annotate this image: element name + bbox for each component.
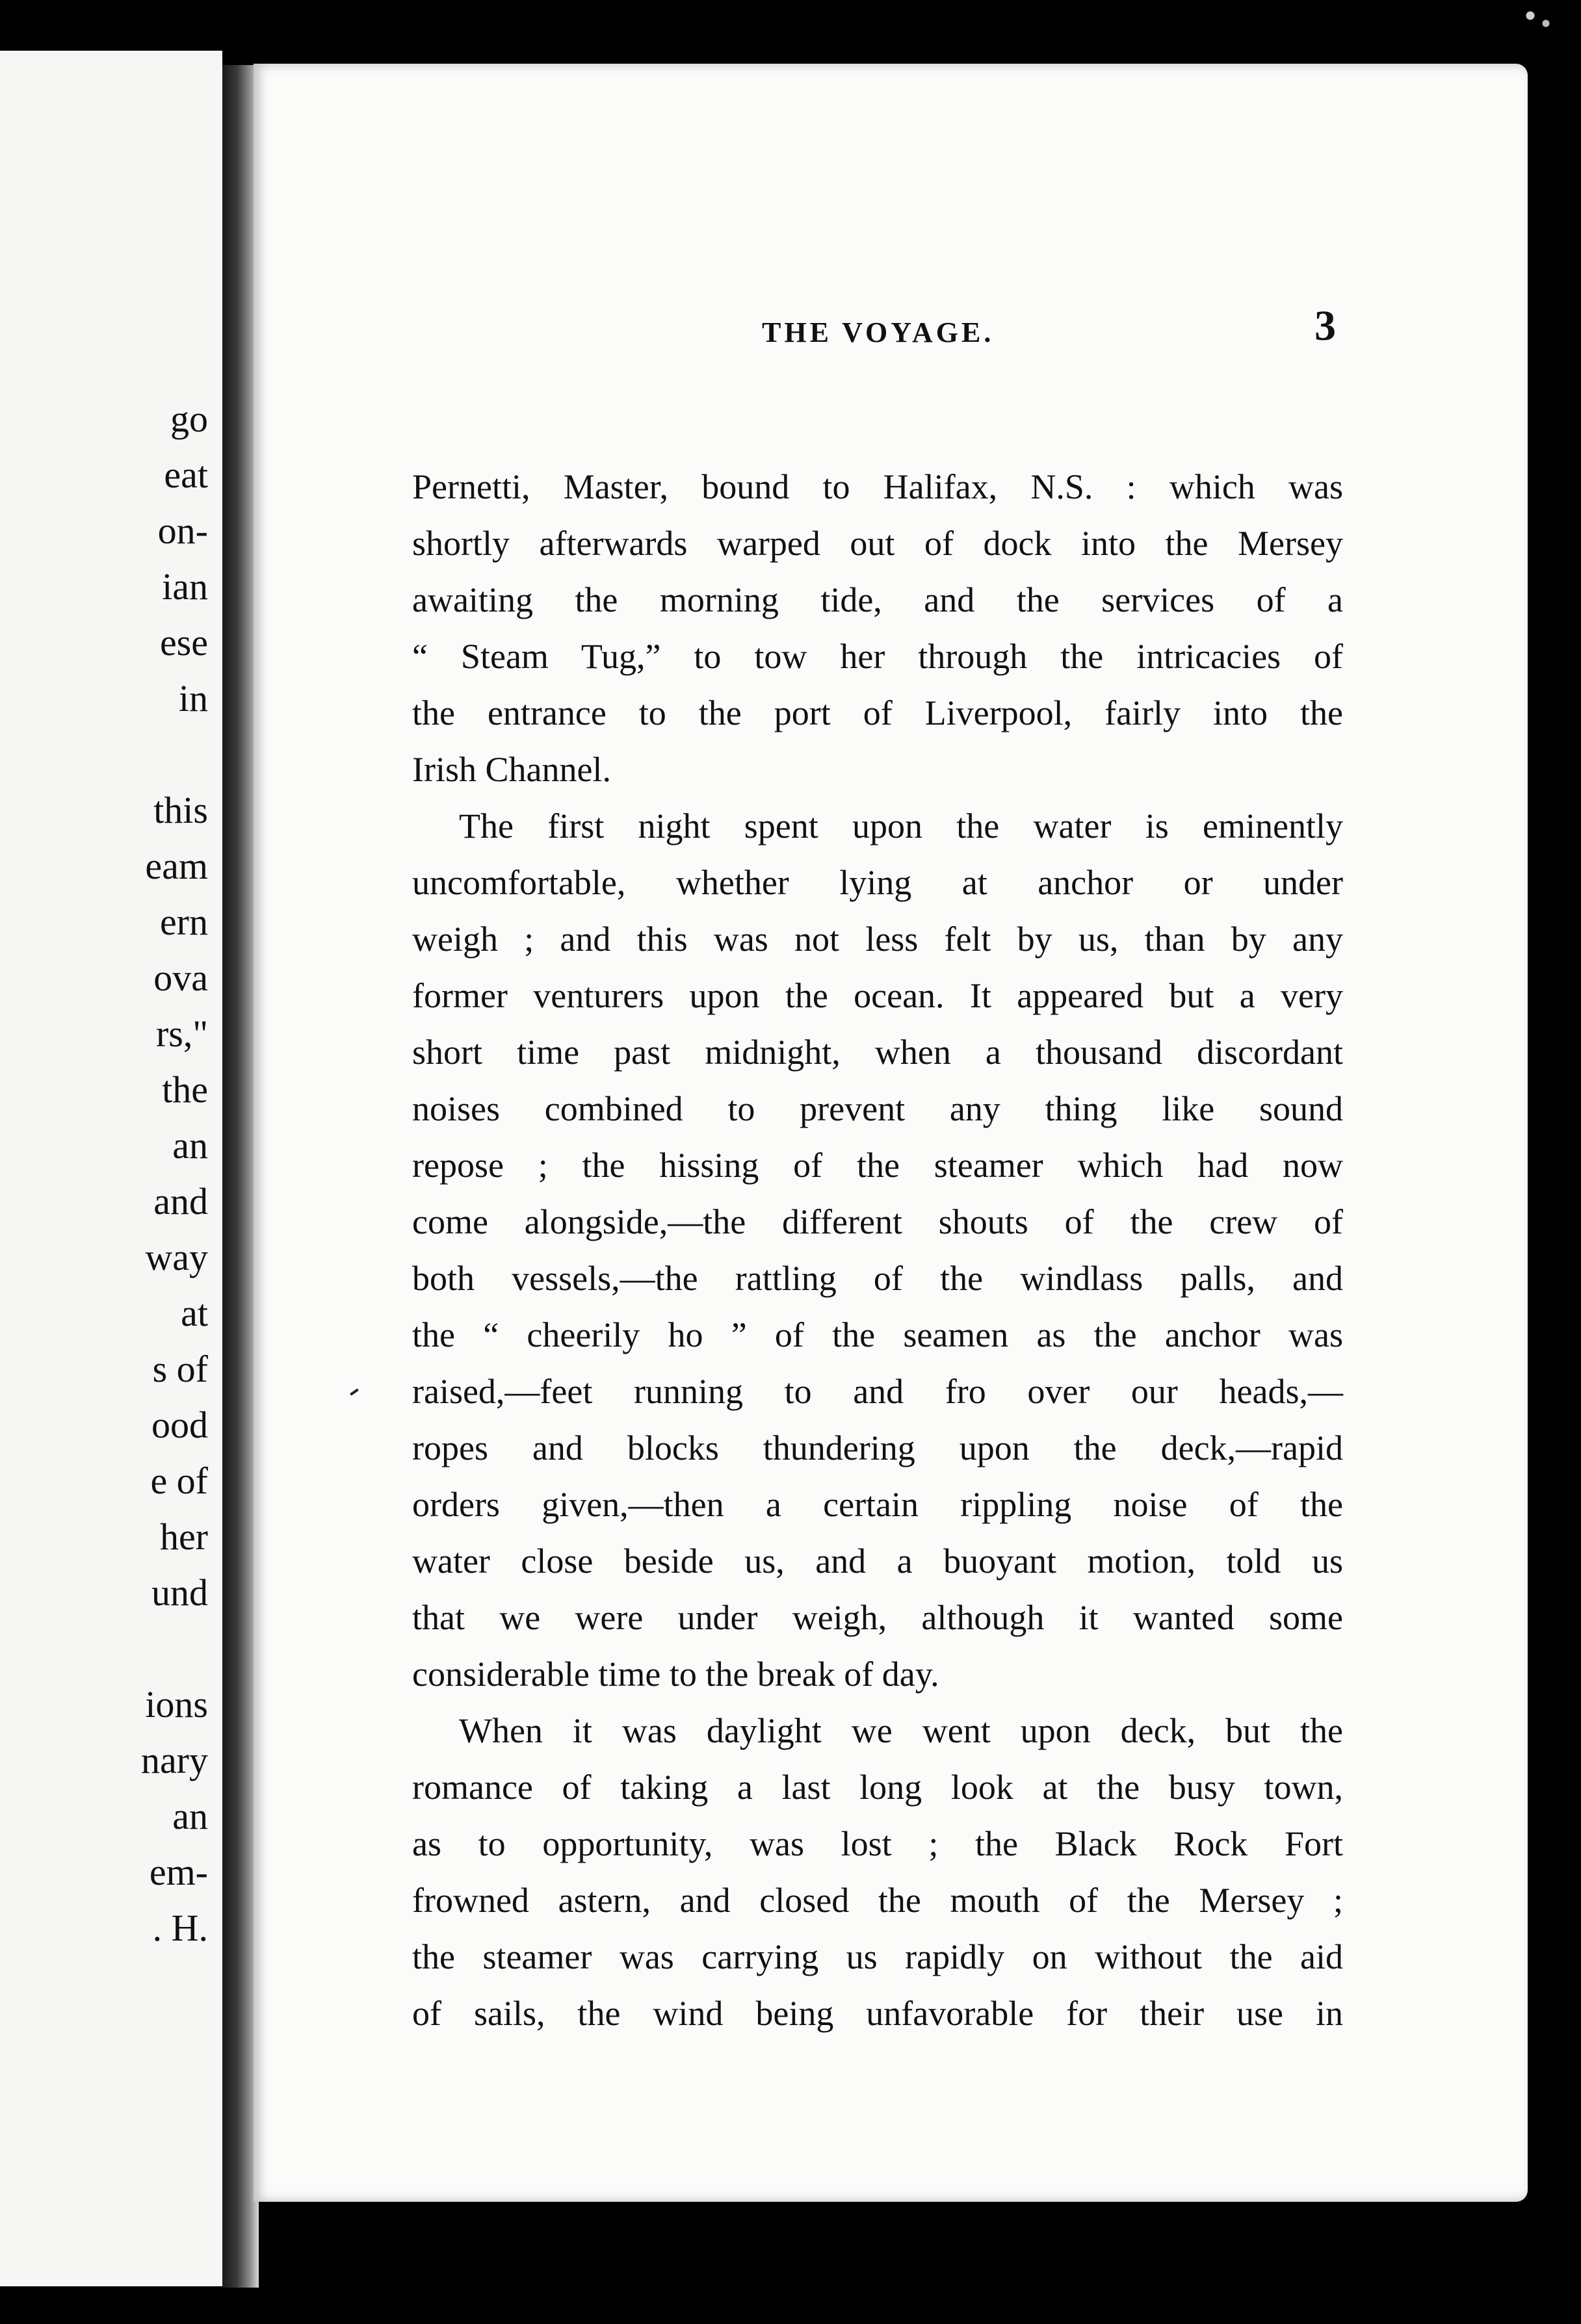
left-line-fragment: ions <box>145 1683 208 1725</box>
left-line-fragment: ian <box>162 565 208 608</box>
left-line-fragment: and <box>153 1180 208 1222</box>
text-line: “ Steam Tug,” to tow her through the intricacies of <box>412 637 1343 676</box>
left-line-fragment: go <box>170 398 208 440</box>
left-line-fragment: nary <box>140 1739 208 1781</box>
left-line-fragment: an <box>172 1795 208 1837</box>
text-line: shortly afterwards warped out of dock into the Mersey <box>412 524 1343 563</box>
left-line-fragment: e of <box>150 1460 208 1502</box>
left-line-fragment: at <box>181 1292 208 1334</box>
text-line: uncomfortable, whether lying at anchor or under <box>412 863 1343 902</box>
left-line-fragment: ood <box>151 1404 208 1446</box>
scan-speck <box>1509 0 1561 39</box>
left-line-fragment: rs," <box>155 1013 208 1055</box>
text-line: weigh ; and this was not less felt by us, than by any <box>412 920 1343 959</box>
text-line: as to opportunity, was lost ; the Black Rock Fort <box>412 1824 1343 1863</box>
text-line: Irish Channel. <box>412 750 611 789</box>
left-line-fragment: an <box>172 1124 208 1167</box>
text-line: romance of taking a last long look at the busy town, <box>412 1768 1343 1807</box>
left-line-fragment: in <box>178 677 208 719</box>
left-line-fragment: on- <box>157 510 208 552</box>
text-line: awaiting the morning tide, and the services of a <box>412 580 1343 619</box>
left-line-fragment: eat <box>164 454 208 496</box>
left-line-fragment: her <box>159 1516 208 1558</box>
text-line: Pernetti, Master, bound to Halifax, N.S. : which was <box>412 467 1343 506</box>
text-line: water close beside us, and a buoyant motion, told us <box>412 1542 1343 1581</box>
text-line: orders given,—then a certain rippling noise of the <box>412 1485 1343 1524</box>
left-page-text-fragments <box>0 51 222 2286</box>
text-line: noises combined to prevent any thing like sound <box>412 1089 1343 1128</box>
left-line-fragment: ern <box>159 901 208 943</box>
text-line: raised,—feet running to and fro over our heads,— <box>412 1372 1343 1411</box>
left-line-fragment: . H. <box>152 1907 208 1949</box>
text-line: When it was daylight we went upon deck, but the <box>459 1711 1343 1750</box>
left-line-fragment: the <box>162 1068 208 1111</box>
text-line: repose ; the hissing of the steamer which had now <box>412 1146 1343 1185</box>
text-line: The first night spent upon the water is eminently <box>459 807 1343 846</box>
text-line: former venturers upon the ocean. It appeared but a very <box>412 976 1343 1015</box>
body-text <box>412 459 1343 2042</box>
text-line: come alongside,—the different shouts of the crew of <box>412 1202 1343 1241</box>
text-line: frowned astern, and closed the mouth of the Mersey ; <box>412 1881 1343 1920</box>
page-number: 3 <box>1314 302 1336 350</box>
text-line: of sails, the wind being unfavorable for their use in <box>412 1994 1343 2033</box>
text-line: the “ cheerily ho ” of the seamen as the anchor was <box>412 1315 1343 1354</box>
left-line-fragment: em- <box>149 1851 208 1893</box>
text-line: both vessels,—the rattling of the windlass palls, and <box>412 1259 1343 1298</box>
text-line: the entrance to the port of Liverpool, fairly into the <box>412 693 1343 732</box>
text-line: that we were under weigh, although it wanted some <box>412 1598 1343 1637</box>
left-line-fragment: this <box>153 789 208 831</box>
margin-pencil-mark <box>350 1388 359 1395</box>
left-facing-page <box>0 51 222 2286</box>
left-line-fragment: ese <box>159 621 208 664</box>
text-line: ropes and blocks thundering upon the deck,—rapid <box>412 1428 1343 1467</box>
text-line: short time past midnight, when a thousand discordant <box>412 1033 1343 1072</box>
left-line-fragment: way <box>145 1236 208 1278</box>
left-line-fragment: eam <box>145 845 208 887</box>
text-line: considerable time to the break of day. <box>412 1655 939 1694</box>
book-page <box>254 64 1528 2202</box>
left-line-fragment: und <box>151 1571 208 1614</box>
left-line-fragment: s of <box>152 1348 208 1390</box>
running-header-title: THE VOYAGE. <box>762 316 995 348</box>
text-line: the steamer was carrying us rapidly on without the aid <box>412 1937 1343 1976</box>
left-line-fragment: ova <box>153 957 208 999</box>
